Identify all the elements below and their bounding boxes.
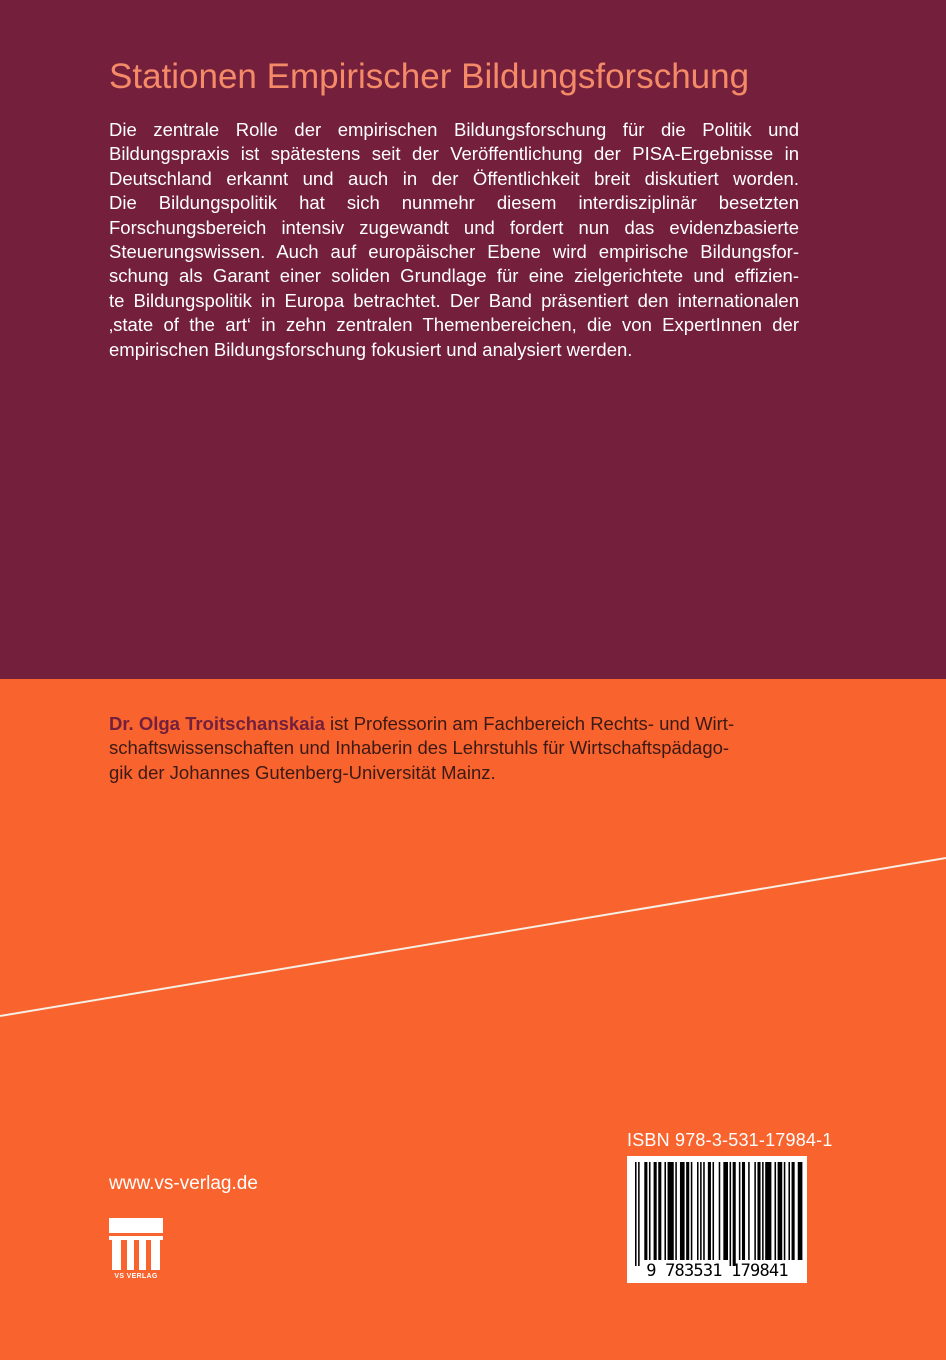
author-name: Dr. Olga Troitschanskaia: [109, 713, 325, 734]
barcode-bar: [788, 1162, 790, 1260]
barcode-bar: [644, 1162, 647, 1260]
barcode-bar: [700, 1162, 702, 1260]
blurb-line: schung als Garant einer soliden Grundlage für eine zielgerichtete und effizien-: [109, 265, 799, 287]
barcode-bar: [697, 1162, 699, 1260]
blurb-text: [109, 118, 799, 362]
barcode-bar: [649, 1162, 651, 1260]
barcode-bar: [757, 1162, 760, 1260]
blurb-line: Bildungspraxis ist spätestens seit der Veröffentlichung der PISA-Ergebnisse in: [109, 143, 799, 165]
barcode-bar: [668, 1162, 674, 1260]
blurb-line: empirischen Bildungsforschung fokusiert und analysiert werden.: [109, 338, 633, 360]
barcode-bar: [703, 1162, 705, 1260]
author-bio: [109, 712, 799, 785]
author-bio-line: schaftswissenschaften und Inhaberin des Lehrstuhls für Wirtschaftspädago-: [109, 737, 730, 759]
barcode-bar: [723, 1162, 728, 1260]
barcode-bar: [742, 1162, 745, 1260]
barcode-digits: 9 783531 179841: [646, 1261, 788, 1281]
barcode-bar: [762, 1162, 764, 1260]
barcode-bar: [719, 1162, 721, 1260]
barcode-bar: [765, 1162, 771, 1260]
barcode-bar: [784, 1162, 786, 1260]
author-bio-line: [109, 712, 799, 736]
blurb-line: te Bildungspolitik in Europa betrachtet. Der Band präsentiert den internationalen: [109, 289, 799, 311]
barcode-bar: [730, 1162, 732, 1266]
barcode-bar: [675, 1162, 677, 1260]
barcode-bar: [658, 1162, 661, 1260]
barcode-bar: [792, 1162, 795, 1260]
barcode-bar: [798, 1162, 803, 1260]
publisher-logo-text: VS VERLAG: [114, 1273, 158, 1280]
book-title: Stationen Empirischer Bildungsforschung: [109, 57, 750, 96]
barcode-bar: [638, 1162, 640, 1266]
barcode-bar: [713, 1162, 715, 1260]
blurb-line: Forschungsbereich intensiv zugewandt und fordert nun das evidenzbasierte: [109, 216, 799, 238]
publisher-website: www.vs-verlag.de: [109, 1173, 258, 1194]
barcode-bar: [739, 1162, 741, 1260]
barcode-bar: [664, 1162, 666, 1260]
barcode-bar: [708, 1162, 711, 1260]
barcode-bar: [635, 1162, 637, 1266]
blurb-line: Die zentrale Rolle der empirischen Bildungsforschung für die Politik und: [109, 119, 799, 140]
barcode: [627, 1156, 807, 1283]
blurb-line: Deutschland erkannt und auch in der Öffentlichkeit breit diskutiert worden.: [109, 167, 799, 189]
author-bio-text: ist Professorin am Fachbereich Rechts- und Wirt-: [324, 713, 735, 734]
blurb-line: Die Bildungspolitik hat sich nunmehr diesem interdisziplinär besetzten: [109, 192, 799, 214]
blurb-line: ‚state of the art‘ in zehn zentralen Themenbereichen, die von ExpertInnen der: [109, 314, 799, 336]
blurb-line: Steuerungswissen. Auch auf europäischer Ebene wird empirische Bildungsfor-: [109, 241, 799, 263]
author-bio-line: gik der Johannes Gutenberg-Universität Mainz.: [109, 761, 496, 783]
barcode-bar: [733, 1162, 736, 1266]
barcode-bar: [686, 1162, 689, 1260]
barcode-bar: [691, 1162, 693, 1260]
barcode-bar: [778, 1162, 783, 1260]
barcode-bar: [748, 1162, 750, 1260]
barcode-bar: [680, 1162, 685, 1260]
barcode-bar: [775, 1162, 777, 1260]
barcode-bar: [754, 1162, 756, 1260]
isbn-label: ISBN 978-3-531-17984-1: [627, 1130, 833, 1150]
barcode-bar: [654, 1162, 657, 1260]
